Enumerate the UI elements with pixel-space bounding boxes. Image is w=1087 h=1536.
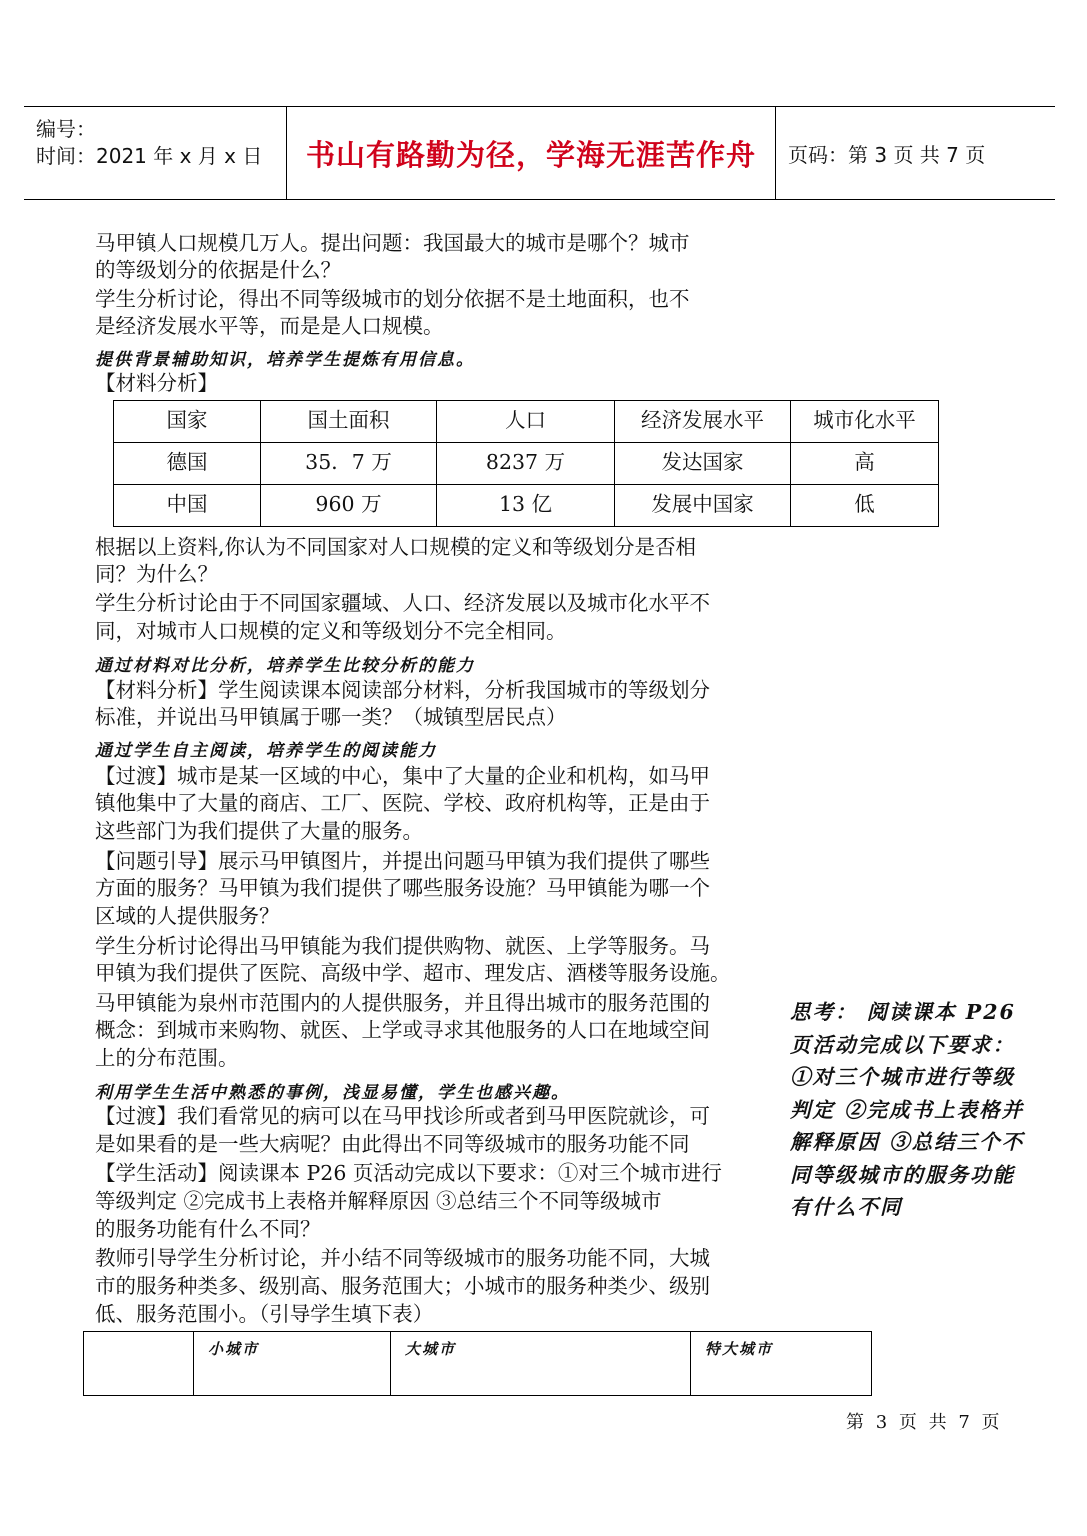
paragraph-line: 等级判定 ②完成书上表格并解释原因 ③总结三个不同等级城市 xyxy=(95,1189,662,1213)
table-row xyxy=(114,485,939,527)
paragraph-line: 的等级划分的依据是什么？ xyxy=(95,258,341,282)
table-header-cell: 经济发展水平 xyxy=(615,401,791,443)
paragraph-line: 马甲镇人口规模几万人。提出问题：我国最大的城市是哪个？城市 xyxy=(95,231,690,255)
table-cell: 8237 万 xyxy=(437,443,615,485)
paragraph-line: 学生分析讨论得出马甲镇能为我们提供购物、就医、上学等服务。马 xyxy=(95,934,710,958)
paragraph-line: 教师引导学生分析讨论，并小结不同等级城市的服务功能不同，大城 xyxy=(95,1246,710,1270)
side-note: 思考： 阅读课本 P26 页活动完成以下要求：①对三个城市进行等级判定 ②完成书上表格并解释原因 ③总结三个不同等级城市的服务功能有什么不同 xyxy=(790,1000,1025,1219)
time-label: 时间：2021 年 x 月 x 日 xyxy=(36,144,263,168)
header-meta xyxy=(24,107,286,199)
paragraph-line: 上的分布范围。 xyxy=(95,1046,239,1070)
material-table xyxy=(113,400,939,527)
paragraph-line: 根据以上资料,你认为不同国家对人口规模的定义和等级划分是否相 xyxy=(95,535,697,559)
table-header-cell: 国土面积 xyxy=(261,401,437,443)
paragraph-line: 学生分析讨论，得出不同等级城市的划分依据不是土地面积，也不 xyxy=(95,287,690,311)
paragraph-line: 马甲镇能为泉州市范围内的人提供服务，并且得出城市的服务范围的 xyxy=(95,991,710,1015)
page-header xyxy=(24,106,1055,200)
paragraph-line: 【过渡】城市是某一区域的中心，集中了大量的企业和机构，如马甲 xyxy=(95,764,710,788)
paragraph-line: 标准，并说出马甲镇属于哪一类？（城镇型居民点） xyxy=(95,705,567,729)
table-cell: 960 万 xyxy=(261,485,437,527)
teaching-note: 通过学生自主阅读，培养学生的阅读能力 xyxy=(95,741,437,761)
table-header-cell: 人口 xyxy=(437,401,615,443)
paragraph-line: 【过渡】我们看常见的病可以在马甲找诊所或者到马甲医院就诊，可 xyxy=(95,1104,710,1128)
paragraph-line: 【材料分析】学生阅读课本阅读部分材料，分析我国城市的等级划分 xyxy=(95,678,710,702)
section-label: 【材料分析】 xyxy=(95,371,218,395)
table-row xyxy=(114,443,939,485)
number-label: 编号： xyxy=(36,117,96,141)
table-row xyxy=(84,1332,872,1396)
city-compare-table xyxy=(83,1331,872,1396)
paragraph-line: 甲镇为我们提供了医院、高级中学、超市、理发店、酒楼等服务设施。 xyxy=(95,961,731,985)
paragraph-line: 低、服务范围小。（引导学生填下表） xyxy=(95,1302,434,1326)
paragraph-line: 这些部门为我们提供了大量的服务。 xyxy=(95,819,423,843)
paragraph-line: 【问题引导】展示马甲镇图片，并提出问题马甲镇为我们提供了哪些 xyxy=(95,849,710,873)
paragraph-line: 是如果看的是一些大病呢？由此得出不同等级城市的服务功能不同 xyxy=(95,1132,690,1156)
page-footer: 第 3 页 共 7 页 xyxy=(846,1412,1003,1433)
paragraph-line: 区域的人提供服务？ xyxy=(95,904,280,928)
paragraph-line: 市的服务种类多、级别高、服务范围大；小城市的服务种类少、级别 xyxy=(95,1274,710,1298)
table-header-cell: 小城市 xyxy=(194,1332,391,1396)
paragraph-line: 镇他集中了大量的商店、工厂、医院、学校、政府机构等，正是由于 xyxy=(95,791,710,815)
header-motto-cell xyxy=(286,107,776,199)
table-cell: 低 xyxy=(791,485,939,527)
paragraph-line: 学生分析讨论由于不同国家疆域、人口、经济发展以及城市化水平不 xyxy=(95,591,710,615)
paragraph-line: 是经济发展水平等，而是是人口规模。 xyxy=(95,314,444,338)
table-header-cell xyxy=(84,1332,194,1396)
table-header-cell: 国家 xyxy=(114,401,261,443)
table-cell: 发达国家 xyxy=(615,443,791,485)
table-cell: 中国 xyxy=(114,485,261,527)
page-label: 页码：第 3 页 共 7 页 xyxy=(788,142,986,167)
teaching-note: 利用学生生活中熟悉的事例，浅显易懂，学生也感兴趣。 xyxy=(95,1083,570,1103)
paragraph-line: 概念：到城市来购物、就医、上学或寻求其他服务的人口在地域空间 xyxy=(95,1018,710,1042)
paragraph-line: 方面的服务？马甲镇为我们提供了哪些服务设施？马甲镇能为哪一个 xyxy=(95,876,710,900)
teaching-note: 通过材料对比分析，培养学生比较分析的能力 xyxy=(95,656,475,676)
table-header-cell: 大城市 xyxy=(391,1332,691,1396)
paragraph-line: 同？为什么？ xyxy=(95,562,218,586)
table-cell: 13 亿 xyxy=(437,485,615,527)
teaching-note: 提供背景辅助知识，培养学生提炼有用信息。 xyxy=(95,350,475,370)
header-page-cell xyxy=(776,107,1055,199)
motto: 书山有路勤为径，学海无涯苦作舟 xyxy=(305,137,756,172)
table-cell: 德国 xyxy=(114,443,261,485)
paragraph-line: 同，对城市人口规模的定义和等级划分不完全相同。 xyxy=(95,619,567,643)
table-header-cell: 特大城市 xyxy=(691,1332,872,1396)
table-header-row xyxy=(114,401,939,443)
table-cell: 高 xyxy=(791,443,939,485)
paragraph-line: 的服务功能有什么不同？ xyxy=(95,1217,321,1241)
table-header-cell: 城市化水平 xyxy=(791,401,939,443)
paragraph-line: 【学生活动】阅读课本 P26 页活动完成以下要求：①对三个城市进行 xyxy=(95,1161,722,1185)
table-cell: 发展中国家 xyxy=(615,485,791,527)
table-cell: 35．7 万 xyxy=(261,443,437,485)
